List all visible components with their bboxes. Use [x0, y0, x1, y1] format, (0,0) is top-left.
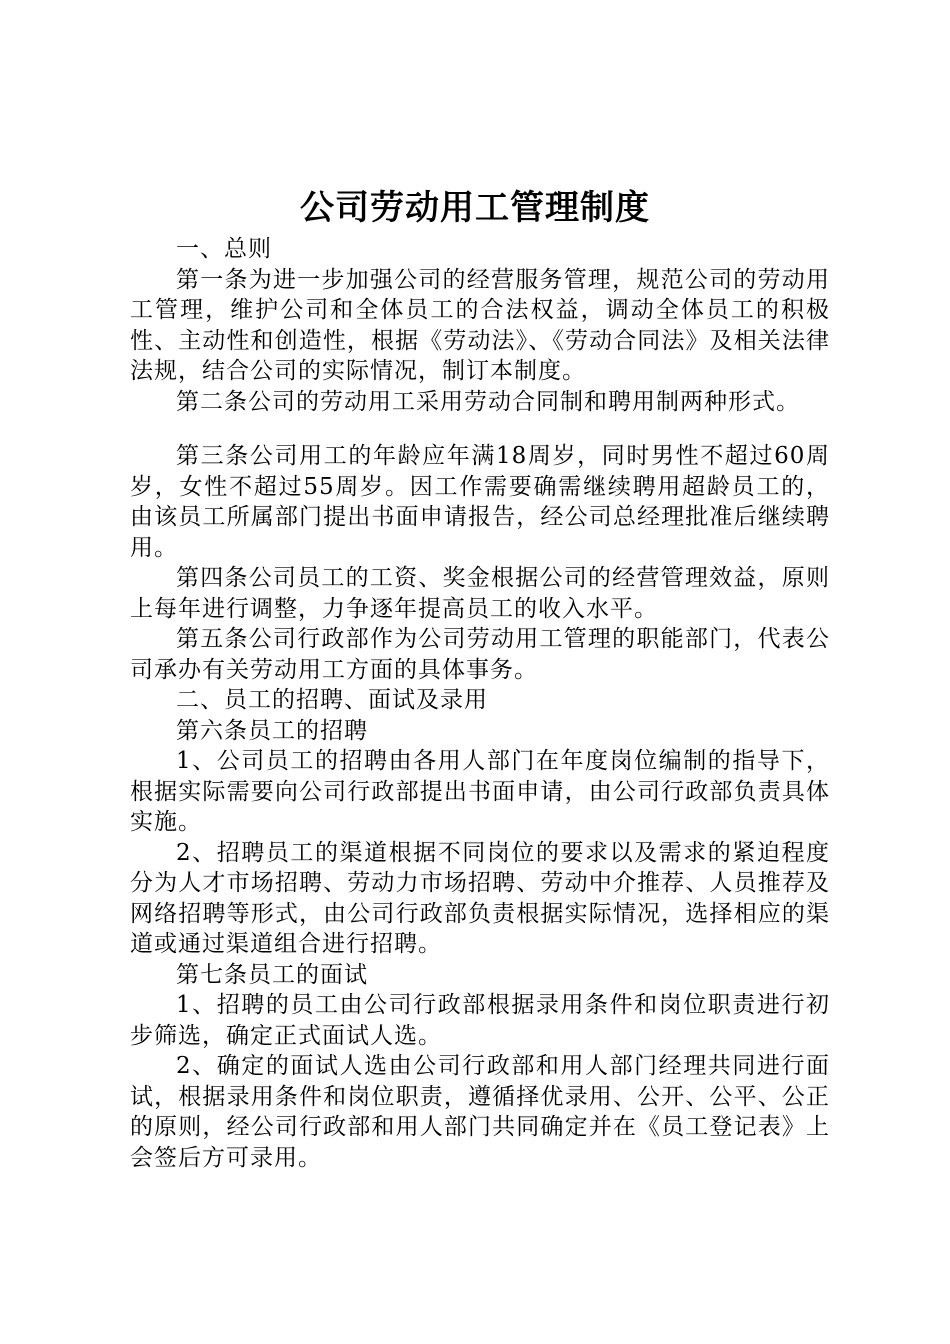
article-7-heading: 第七条员工的面试	[176, 961, 368, 988]
document-body	[130, 234, 830, 1173]
section-heading-general: 一、总则	[176, 236, 272, 262]
article-6-item-1: 1、公司员工的招聘由各用人部门在年度岗位编制的指导下，根据实际需要向公司行政部提出书面申请，由公司行政部负责具体实施。	[130, 748, 830, 835]
article-2-paragraph: 第二条公司的劳动用工采用劳动合同制和聘用制两种形式。	[176, 388, 800, 415]
article-3-paragraph: 第三条公司用工的年龄应年满18周岁，同时男性不超过60周岁，女性不超过55周岁。因工作需要确需继续聘用超龄员工的，由该员工所属部门提出书面申请报告，经公司总经理批准后继续聘用。	[130, 443, 830, 561]
article-7-item-1: 1、招聘的员工由公司行政部根据录用条件和岗位职责进行初步筛选，确定正式面试人选。	[130, 992, 830, 1049]
section-heading-recruitment: 二、员工的招聘、面试及录用	[176, 687, 488, 713]
article-6-item-2: 2、招聘员工的渠道根据不同岗位的要求以及需求的紧迫程度分为人才市场招聘、劳动力市场招聘、劳动中介推荐、人员推荐及网络招聘等形式，由公司行政部负责根据实际情况，选择相应的渠道或通过渠道组合进行招聘。	[130, 839, 830, 957]
article-1-paragraph: 第一条为进一步加强公司的经营服务管理，规范公司的劳动用工管理，维护公司和全体员工的合法权益，调动全体员工的积极性、主动性和创造性，根据《劳动法》、《劳动合同法》及相关法律法规，结合公司的实际情况，制订本制度。	[130, 266, 830, 384]
article-4-paragraph: 第四条公司员工的工资、奖金根据公司的经营管理效益，原则上每年进行调整，力争逐年提高员工的收入水平。	[130, 565, 830, 622]
article-5-paragraph: 第五条公司行政部作为公司劳动用工管理的职能部门，代表公司承办有关劳动用工方面的具体事务。	[130, 626, 830, 683]
article-7-item-2: 2、确定的面试人选由公司行政部和用人部门经理共同进行面试，根据录用条件和岗位职责，遵循择优录用、公开、公平、公正的原则，经公司行政部和用人部门共同确定并在《员工登记表》上会签后方可录用。	[130, 1053, 830, 1171]
document-title: 公司劳动用工管理制度	[300, 188, 650, 228]
article-6-heading: 第六条员工的招聘	[176, 717, 368, 744]
